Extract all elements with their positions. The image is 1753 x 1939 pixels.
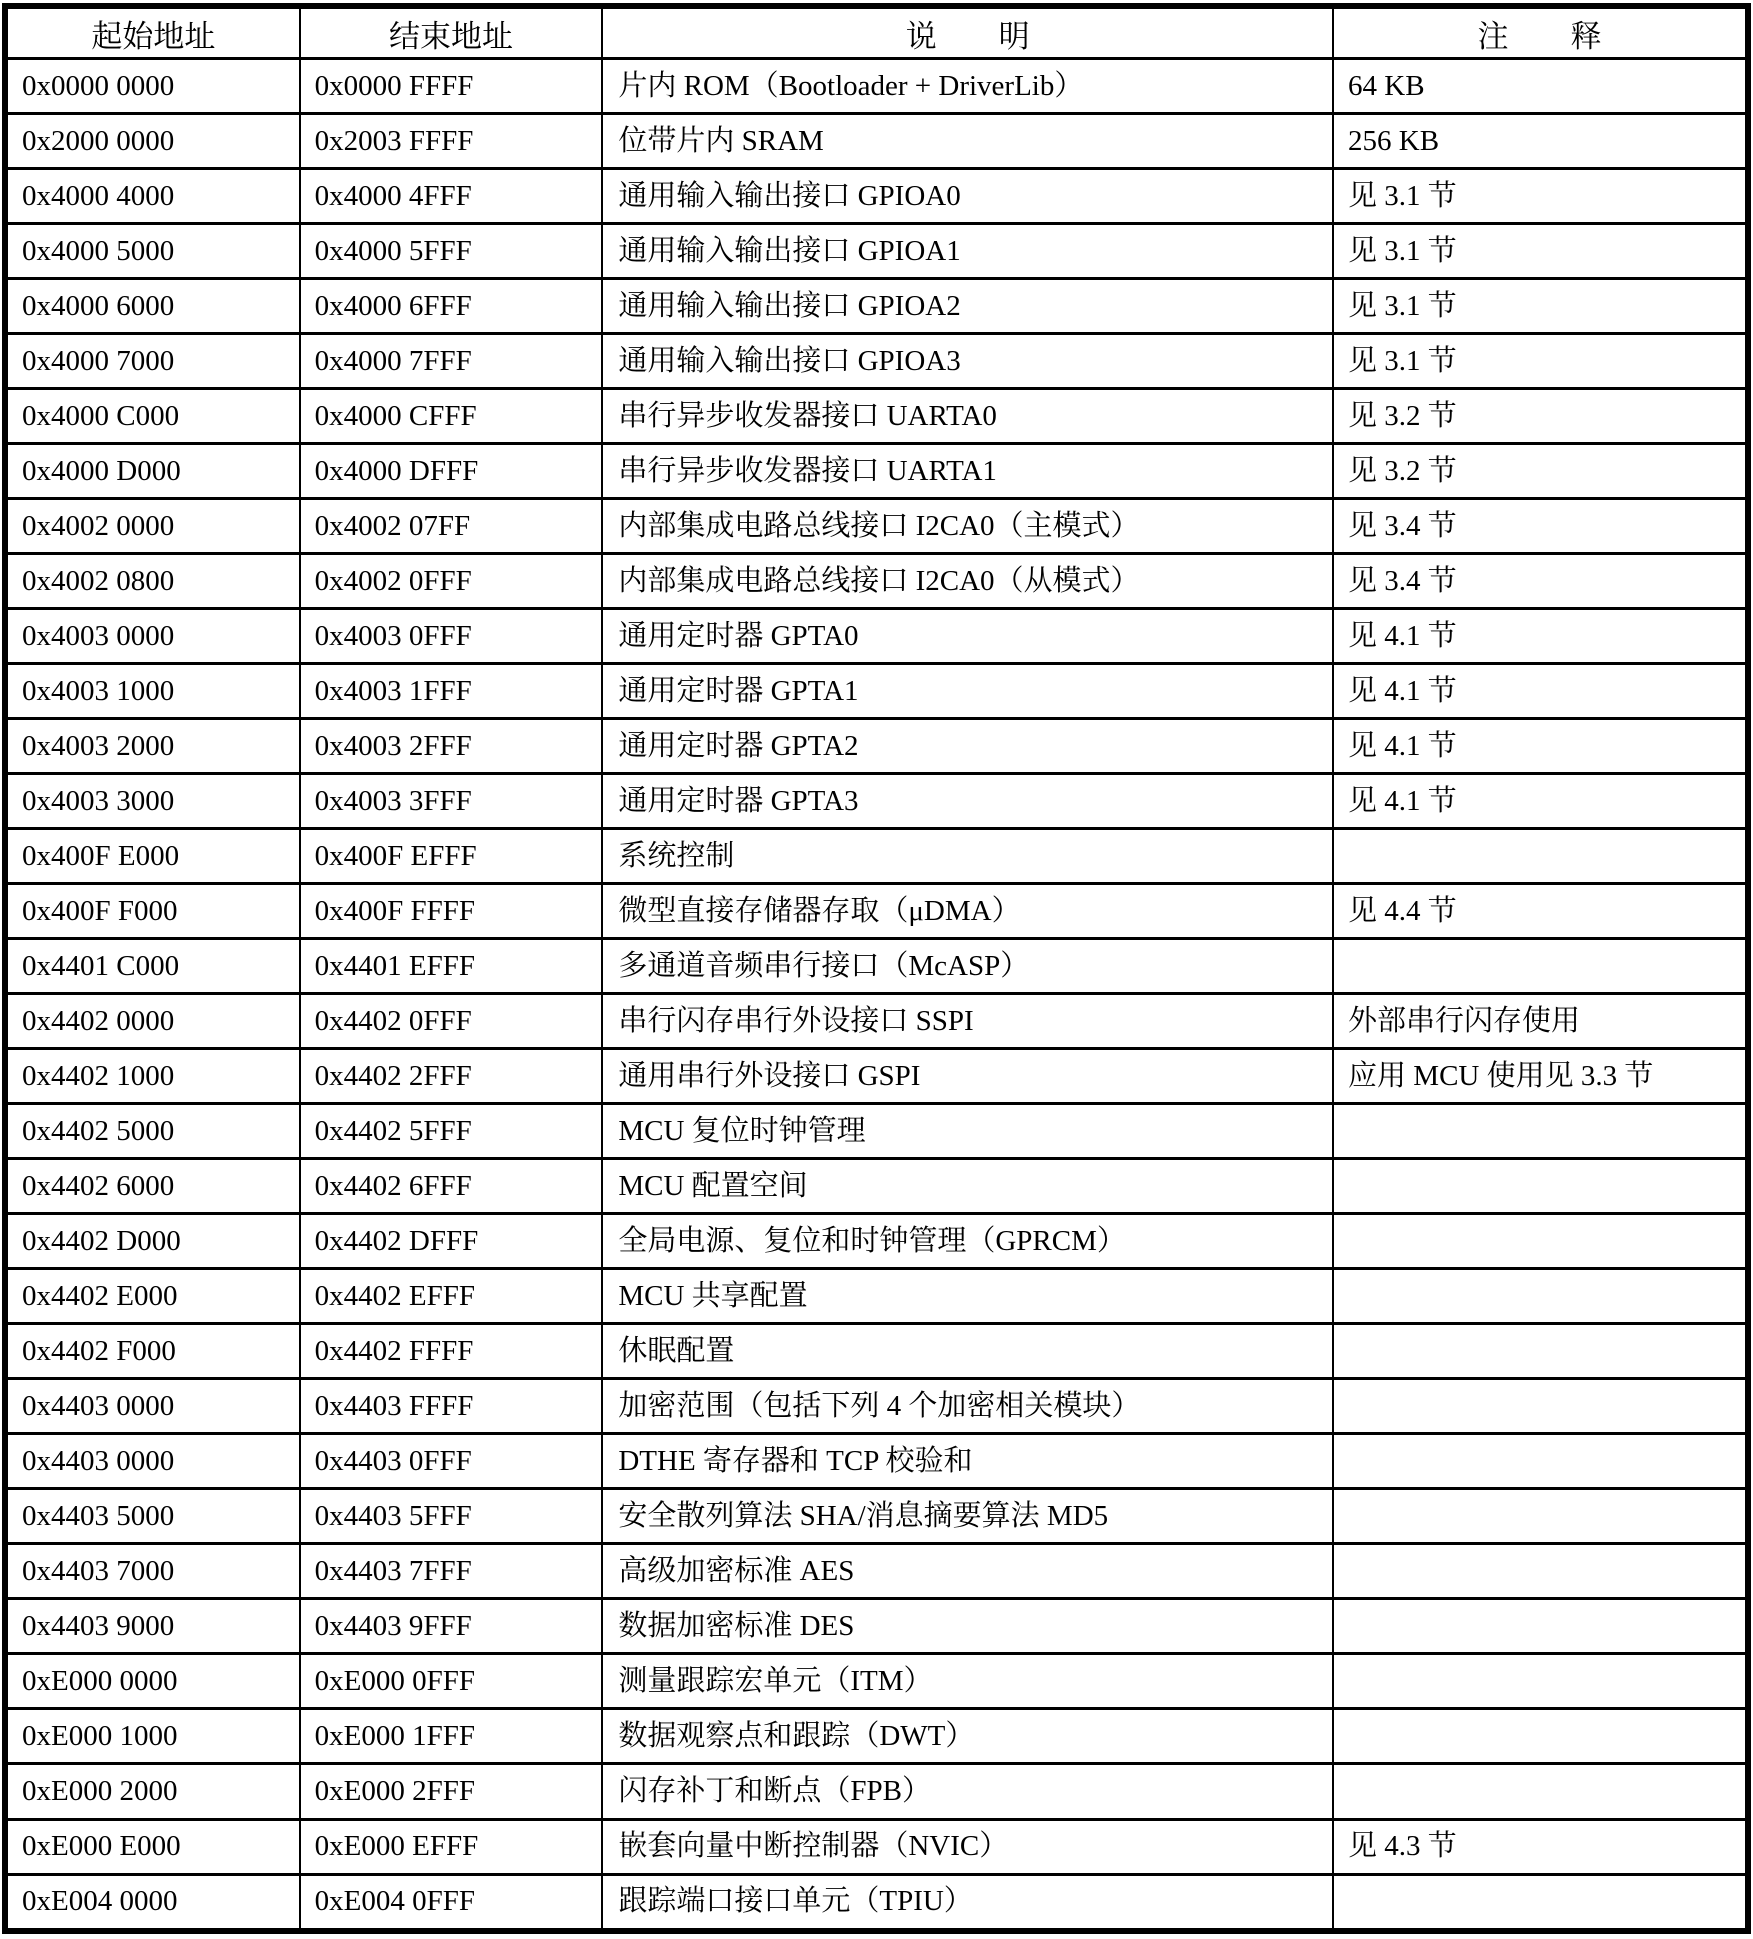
cell-start-address: 0x2000 0000 xyxy=(5,114,300,169)
col-header-description: 说 明 xyxy=(602,6,1333,59)
cell-start-address: 0x4000 D000 xyxy=(5,444,300,499)
table-row xyxy=(5,884,1748,939)
cell-start-address: 0x4403 0000 xyxy=(5,1434,300,1489)
cell-end-address: 0x400F EFFF xyxy=(300,829,603,884)
cell-description: MCU 复位时钟管理 xyxy=(602,1104,1333,1159)
table-row xyxy=(5,939,1748,994)
cell-note: 见 4.1 节 xyxy=(1333,774,1748,829)
cell-note xyxy=(1333,1434,1748,1489)
cell-end-address: 0x4000 CFFF xyxy=(300,389,603,444)
cell-start-address: 0xE000 0000 xyxy=(5,1654,300,1709)
table-row xyxy=(5,279,1748,334)
cell-end-address: 0x4002 0FFF xyxy=(300,554,603,609)
cell-description: MCU 配置空间 xyxy=(602,1159,1333,1214)
cell-start-address: 0x4402 5000 xyxy=(5,1104,300,1159)
table-row xyxy=(5,1544,1748,1599)
cell-description: 内部集成电路总线接口 I2CA0（主模式） xyxy=(602,499,1333,554)
cell-start-address: 0x4000 4000 xyxy=(5,169,300,224)
table-row xyxy=(5,994,1748,1049)
cell-note: 见 3.1 节 xyxy=(1333,169,1748,224)
cell-note xyxy=(1333,939,1748,994)
cell-note xyxy=(1333,1379,1748,1434)
cell-end-address: 0x4402 0FFF xyxy=(300,994,603,1049)
cell-description: 全局电源、复位和时钟管理（GPRCM） xyxy=(602,1214,1333,1269)
cell-end-address: 0x400F FFFF xyxy=(300,884,603,939)
table-row xyxy=(5,224,1748,279)
cell-description: 微型直接存储器存取（μDMA） xyxy=(602,884,1333,939)
cell-end-address: 0x4000 5FFF xyxy=(300,224,603,279)
cell-end-address: 0x4401 EFFF xyxy=(300,939,603,994)
cell-note: 见 4.4 节 xyxy=(1333,884,1748,939)
cell-end-address: 0x4402 DFFF xyxy=(300,1214,603,1269)
cell-note xyxy=(1333,1104,1748,1159)
table-row xyxy=(5,389,1748,444)
cell-note: 见 4.3 节 xyxy=(1333,1819,1748,1874)
cell-end-address: 0x4402 2FFF xyxy=(300,1049,603,1104)
cell-description: 通用定时器 GPTA3 xyxy=(602,774,1333,829)
table-body xyxy=(5,59,1748,1932)
cell-end-address: 0x4000 4FFF xyxy=(300,169,603,224)
cell-end-address: 0x4403 7FFF xyxy=(300,1544,603,1599)
table-row xyxy=(5,1159,1748,1214)
cell-start-address: 0x4003 0000 xyxy=(5,609,300,664)
cell-note: 见 4.1 节 xyxy=(1333,719,1748,774)
cell-description: 通用定时器 GPTA1 xyxy=(602,664,1333,719)
cell-end-address: 0x4003 0FFF xyxy=(300,609,603,664)
table-row xyxy=(5,1214,1748,1269)
header-row xyxy=(5,6,1748,59)
table-row xyxy=(5,774,1748,829)
cell-note xyxy=(1333,1599,1748,1654)
cell-description: 片内 ROM（Bootloader + DriverLib） xyxy=(602,59,1333,114)
cell-note xyxy=(1333,1874,1748,1931)
cell-start-address: 0x4003 1000 xyxy=(5,664,300,719)
cell-start-address: 0x4002 0800 xyxy=(5,554,300,609)
cell-start-address: 0xE004 0000 xyxy=(5,1874,300,1931)
cell-description: MCU 共享配置 xyxy=(602,1269,1333,1324)
cell-start-address: 0x4403 0000 xyxy=(5,1379,300,1434)
cell-end-address: 0x4403 FFFF xyxy=(300,1379,603,1434)
table-row xyxy=(5,59,1748,114)
cell-start-address: 0x4000 C000 xyxy=(5,389,300,444)
cell-description: 通用输入输出接口 GPIOA1 xyxy=(602,224,1333,279)
table-row xyxy=(5,499,1748,554)
cell-description: 闪存补丁和断点（FPB） xyxy=(602,1764,1333,1819)
cell-start-address: 0x4003 2000 xyxy=(5,719,300,774)
cell-description: 嵌套向量中断控制器（NVIC） xyxy=(602,1819,1333,1874)
cell-description: 数据观察点和跟踪（DWT） xyxy=(602,1709,1333,1764)
cell-note: 见 3.1 节 xyxy=(1333,334,1748,389)
cell-start-address: 0xE000 2000 xyxy=(5,1764,300,1819)
cell-end-address: 0x4403 5FFF xyxy=(300,1489,603,1544)
cell-description: 通用定时器 GPTA2 xyxy=(602,719,1333,774)
cell-end-address: 0x4003 3FFF xyxy=(300,774,603,829)
table-row xyxy=(5,1489,1748,1544)
cell-note: 见 3.4 节 xyxy=(1333,554,1748,609)
cell-description: 通用输入输出接口 GPIOA2 xyxy=(602,279,1333,334)
table-row xyxy=(5,1104,1748,1159)
table-row xyxy=(5,114,1748,169)
cell-description: 多通道音频串行接口（McASP） xyxy=(602,939,1333,994)
cell-description: 串行闪存串行外设接口 SSPI xyxy=(602,994,1333,1049)
cell-start-address: 0x4000 5000 xyxy=(5,224,300,279)
cell-note: 见 4.1 节 xyxy=(1333,664,1748,719)
cell-note xyxy=(1333,1269,1748,1324)
cell-start-address: 0xE000 E000 xyxy=(5,1819,300,1874)
table-row xyxy=(5,1874,1748,1931)
cell-end-address: 0x4000 7FFF xyxy=(300,334,603,389)
cell-end-address: 0x4402 5FFF xyxy=(300,1104,603,1159)
cell-end-address: 0xE000 1FFF xyxy=(300,1709,603,1764)
cell-end-address: 0x2003 FFFF xyxy=(300,114,603,169)
cell-description: 系统控制 xyxy=(602,829,1333,884)
cell-note xyxy=(1333,1709,1748,1764)
cell-start-address: 0x0000 0000 xyxy=(5,59,300,114)
cell-start-address: 0x4402 E000 xyxy=(5,1269,300,1324)
table-row xyxy=(5,1379,1748,1434)
table-row xyxy=(5,169,1748,224)
table-row xyxy=(5,1269,1748,1324)
cell-start-address: 0x4403 5000 xyxy=(5,1489,300,1544)
table-row xyxy=(5,1049,1748,1104)
cell-start-address: 0xE000 1000 xyxy=(5,1709,300,1764)
cell-description: 测量跟踪宏单元（ITM） xyxy=(602,1654,1333,1709)
cell-note: 应用 MCU 使用见 3.3 节 xyxy=(1333,1049,1748,1104)
cell-note: 见 3.4 节 xyxy=(1333,499,1748,554)
col-header-note: 注 释 xyxy=(1333,6,1748,59)
cell-start-address: 0x400F F000 xyxy=(5,884,300,939)
cell-description: 通用串行外设接口 GSPI xyxy=(602,1049,1333,1104)
table-row xyxy=(5,1654,1748,1709)
cell-start-address: 0x4402 F000 xyxy=(5,1324,300,1379)
table-row xyxy=(5,554,1748,609)
cell-description: 串行异步收发器接口 UARTA0 xyxy=(602,389,1333,444)
table-row xyxy=(5,1709,1748,1764)
col-header-end-address: 结束地址 xyxy=(300,6,603,59)
col-header-start-address: 起始地址 xyxy=(5,6,300,59)
cell-end-address: 0x4402 6FFF xyxy=(300,1159,603,1214)
table-row xyxy=(5,1324,1748,1379)
cell-description: 内部集成电路总线接口 I2CA0（从模式） xyxy=(602,554,1333,609)
cell-start-address: 0x4000 7000 xyxy=(5,334,300,389)
cell-note xyxy=(1333,1489,1748,1544)
cell-end-address: 0x4403 0FFF xyxy=(300,1434,603,1489)
cell-end-address: 0xE000 EFFF xyxy=(300,1819,603,1874)
cell-end-address: 0xE000 0FFF xyxy=(300,1654,603,1709)
cell-description: 休眠配置 xyxy=(602,1324,1333,1379)
cell-start-address: 0x4402 6000 xyxy=(5,1159,300,1214)
cell-start-address: 0x4002 0000 xyxy=(5,499,300,554)
cell-note: 见 3.2 节 xyxy=(1333,389,1748,444)
memory-map-table xyxy=(2,3,1751,1934)
table-row xyxy=(5,609,1748,664)
cell-description: DTHE 寄存器和 TCP 校验和 xyxy=(602,1434,1333,1489)
cell-note xyxy=(1333,1214,1748,1269)
table-row xyxy=(5,1764,1748,1819)
table-row xyxy=(5,664,1748,719)
table-row xyxy=(5,829,1748,884)
cell-start-address: 0x4403 9000 xyxy=(5,1599,300,1654)
cell-end-address: 0x4402 FFFF xyxy=(300,1324,603,1379)
cell-start-address: 0x4003 3000 xyxy=(5,774,300,829)
cell-description: 高级加密标准 AES xyxy=(602,1544,1333,1599)
cell-description: 通用输入输出接口 GPIOA0 xyxy=(602,169,1333,224)
cell-note xyxy=(1333,1159,1748,1214)
cell-note: 见 3.2 节 xyxy=(1333,444,1748,499)
cell-end-address: 0x4002 07FF xyxy=(300,499,603,554)
cell-end-address: 0xE000 2FFF xyxy=(300,1764,603,1819)
cell-start-address: 0x4401 C000 xyxy=(5,939,300,994)
cell-description: 加密范围（包括下列 4 个加密相关模块） xyxy=(602,1379,1333,1434)
cell-end-address: 0x4402 EFFF xyxy=(300,1269,603,1324)
cell-start-address: 0x400F E000 xyxy=(5,829,300,884)
cell-note xyxy=(1333,1764,1748,1819)
cell-description: 数据加密标准 DES xyxy=(602,1599,1333,1654)
cell-end-address: 0x0000 FFFF xyxy=(300,59,603,114)
table-row xyxy=(5,1819,1748,1874)
cell-description: 跟踪端口接口单元（TPIU） xyxy=(602,1874,1333,1931)
cell-start-address: 0x4402 0000 xyxy=(5,994,300,1049)
table-row xyxy=(5,1434,1748,1489)
cell-note: 见 4.1 节 xyxy=(1333,609,1748,664)
cell-end-address: 0x4003 1FFF xyxy=(300,664,603,719)
table-row xyxy=(5,1599,1748,1654)
cell-end-address: 0xE004 0FFF xyxy=(300,1874,603,1931)
cell-note xyxy=(1333,829,1748,884)
table-row xyxy=(5,334,1748,389)
cell-end-address: 0x4403 9FFF xyxy=(300,1599,603,1654)
cell-end-address: 0x4000 6FFF xyxy=(300,279,603,334)
cell-note xyxy=(1333,1324,1748,1379)
cell-start-address: 0x4000 6000 xyxy=(5,279,300,334)
cell-description: 串行异步收发器接口 UARTA1 xyxy=(602,444,1333,499)
table-row xyxy=(5,719,1748,774)
cell-end-address: 0x4000 DFFF xyxy=(300,444,603,499)
cell-note: 64 KB xyxy=(1333,59,1748,114)
cell-description: 位带片内 SRAM xyxy=(602,114,1333,169)
cell-note: 见 3.1 节 xyxy=(1333,224,1748,279)
table-row xyxy=(5,444,1748,499)
cell-note: 外部串行闪存使用 xyxy=(1333,994,1748,1049)
cell-note: 256 KB xyxy=(1333,114,1748,169)
cell-end-address: 0x4003 2FFF xyxy=(300,719,603,774)
cell-start-address: 0x4402 1000 xyxy=(5,1049,300,1104)
cell-start-address: 0x4403 7000 xyxy=(5,1544,300,1599)
cell-description: 通用定时器 GPTA0 xyxy=(602,609,1333,664)
cell-note: 见 3.1 节 xyxy=(1333,279,1748,334)
cell-note xyxy=(1333,1654,1748,1709)
cell-note xyxy=(1333,1544,1748,1599)
cell-description: 安全散列算法 SHA/消息摘要算法 MD5 xyxy=(602,1489,1333,1544)
cell-description: 通用输入输出接口 GPIOA3 xyxy=(602,334,1333,389)
cell-start-address: 0x4402 D000 xyxy=(5,1214,300,1269)
